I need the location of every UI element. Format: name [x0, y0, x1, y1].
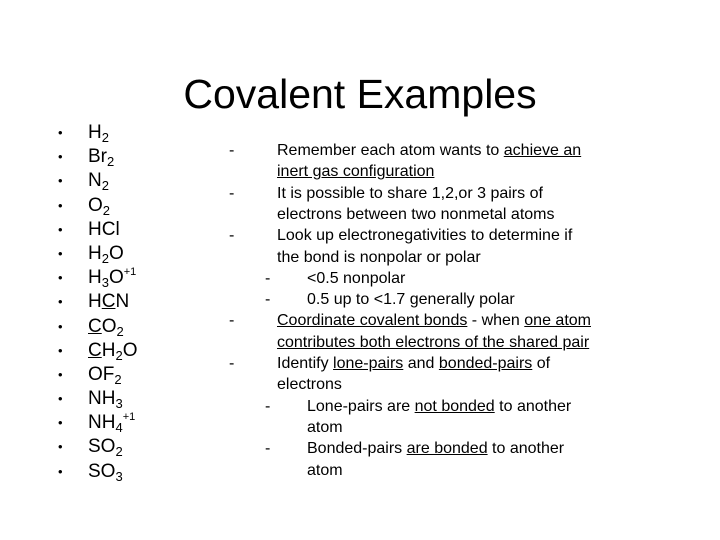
formula-text: $Br_2$ [88, 146, 115, 170]
note-line: <0.5 nonpolar [307, 269, 406, 287]
dash-bullet-icon: - [229, 142, 235, 159]
formula-text: $CO_2$ [88, 315, 124, 339]
note-line: It is possible to share 1,2,or 3 pairs of [277, 184, 543, 202]
dash-bullet-icon: - [265, 291, 271, 309]
formula-text: $SO_2$ [88, 436, 123, 460]
bullet-icon: • [58, 439, 63, 455]
note-line: the bond is nonpolar or polar [277, 248, 481, 266]
dash-bullet-icon: - [229, 227, 235, 245]
note-line: Identify lone-pairs and bonded-pairs of [277, 355, 551, 372]
dash-bullet-icon: - [265, 397, 271, 415]
bullet-icon: • [58, 245, 63, 261]
note-line: electrons [277, 376, 342, 394]
formula-text: $NH_4^{+1}$ [88, 411, 136, 436]
note-line: Bonded-pairs are bonded to another [307, 440, 565, 458]
dash-bullet-icon: - [265, 269, 271, 287]
formula-text: HCN [88, 291, 130, 313]
note-line: Coordinate covalent bonds - when one atom [277, 312, 591, 330]
formula-text: $SO_3$ [88, 460, 123, 484]
formula-text: $CH_2O$ [88, 339, 138, 363]
note-line: Look up electronegativities to determine if [277, 227, 573, 245]
dash-bullet-icon: - [229, 355, 235, 372]
note-line: atom [307, 461, 343, 479]
formula-text: $O_2$ [88, 194, 111, 218]
bullet-icon: • [58, 415, 63, 431]
formula-text: $H_2$ [88, 122, 109, 145]
bullet-icon: • [58, 270, 63, 286]
bullet-icon: • [58, 125, 63, 140]
dash-bullet-icon: - [229, 184, 235, 202]
formula-text: $H_3O^{+1}$ [88, 266, 137, 291]
bullet-icon: • [58, 463, 63, 479]
bullet-icon: • [58, 391, 63, 407]
bullet-icon: • [58, 294, 63, 310]
note-line: atom [307, 418, 343, 436]
formula-text: $N_2$ [88, 170, 109, 194]
dash-bullet-icon: - [265, 440, 271, 458]
formula-text: $OF_2$ [88, 363, 122, 387]
note-line: inert gas configuration [277, 163, 435, 181]
bullet-icon: • [58, 197, 63, 213]
bullet-icon: • [58, 366, 63, 382]
bullet-icon: • [58, 173, 63, 189]
formula-text: HCl [88, 218, 120, 240]
note-line: contributes both electrons of the shared pair [277, 333, 590, 351]
slide-title: Covalent Examples [183, 71, 537, 117]
bullet-icon: • [58, 221, 63, 237]
bullet-icon: • [58, 342, 63, 358]
bullet-icon: • [58, 318, 63, 334]
note-line: electrons between two nonmetal atoms [277, 205, 555, 223]
formula-text: $H_2O$ [88, 242, 124, 266]
note-line: Remember each atom wants to achieve an [277, 142, 582, 159]
bullet-icon: • [58, 149, 63, 165]
dash-bullet-icon: - [229, 312, 235, 330]
formula-text: $NH_3$ [88, 388, 123, 412]
note-line: 0.5 up to <1.7 generally polar [307, 291, 515, 309]
note-line: Lone-pairs are not bonded to another [307, 397, 572, 415]
